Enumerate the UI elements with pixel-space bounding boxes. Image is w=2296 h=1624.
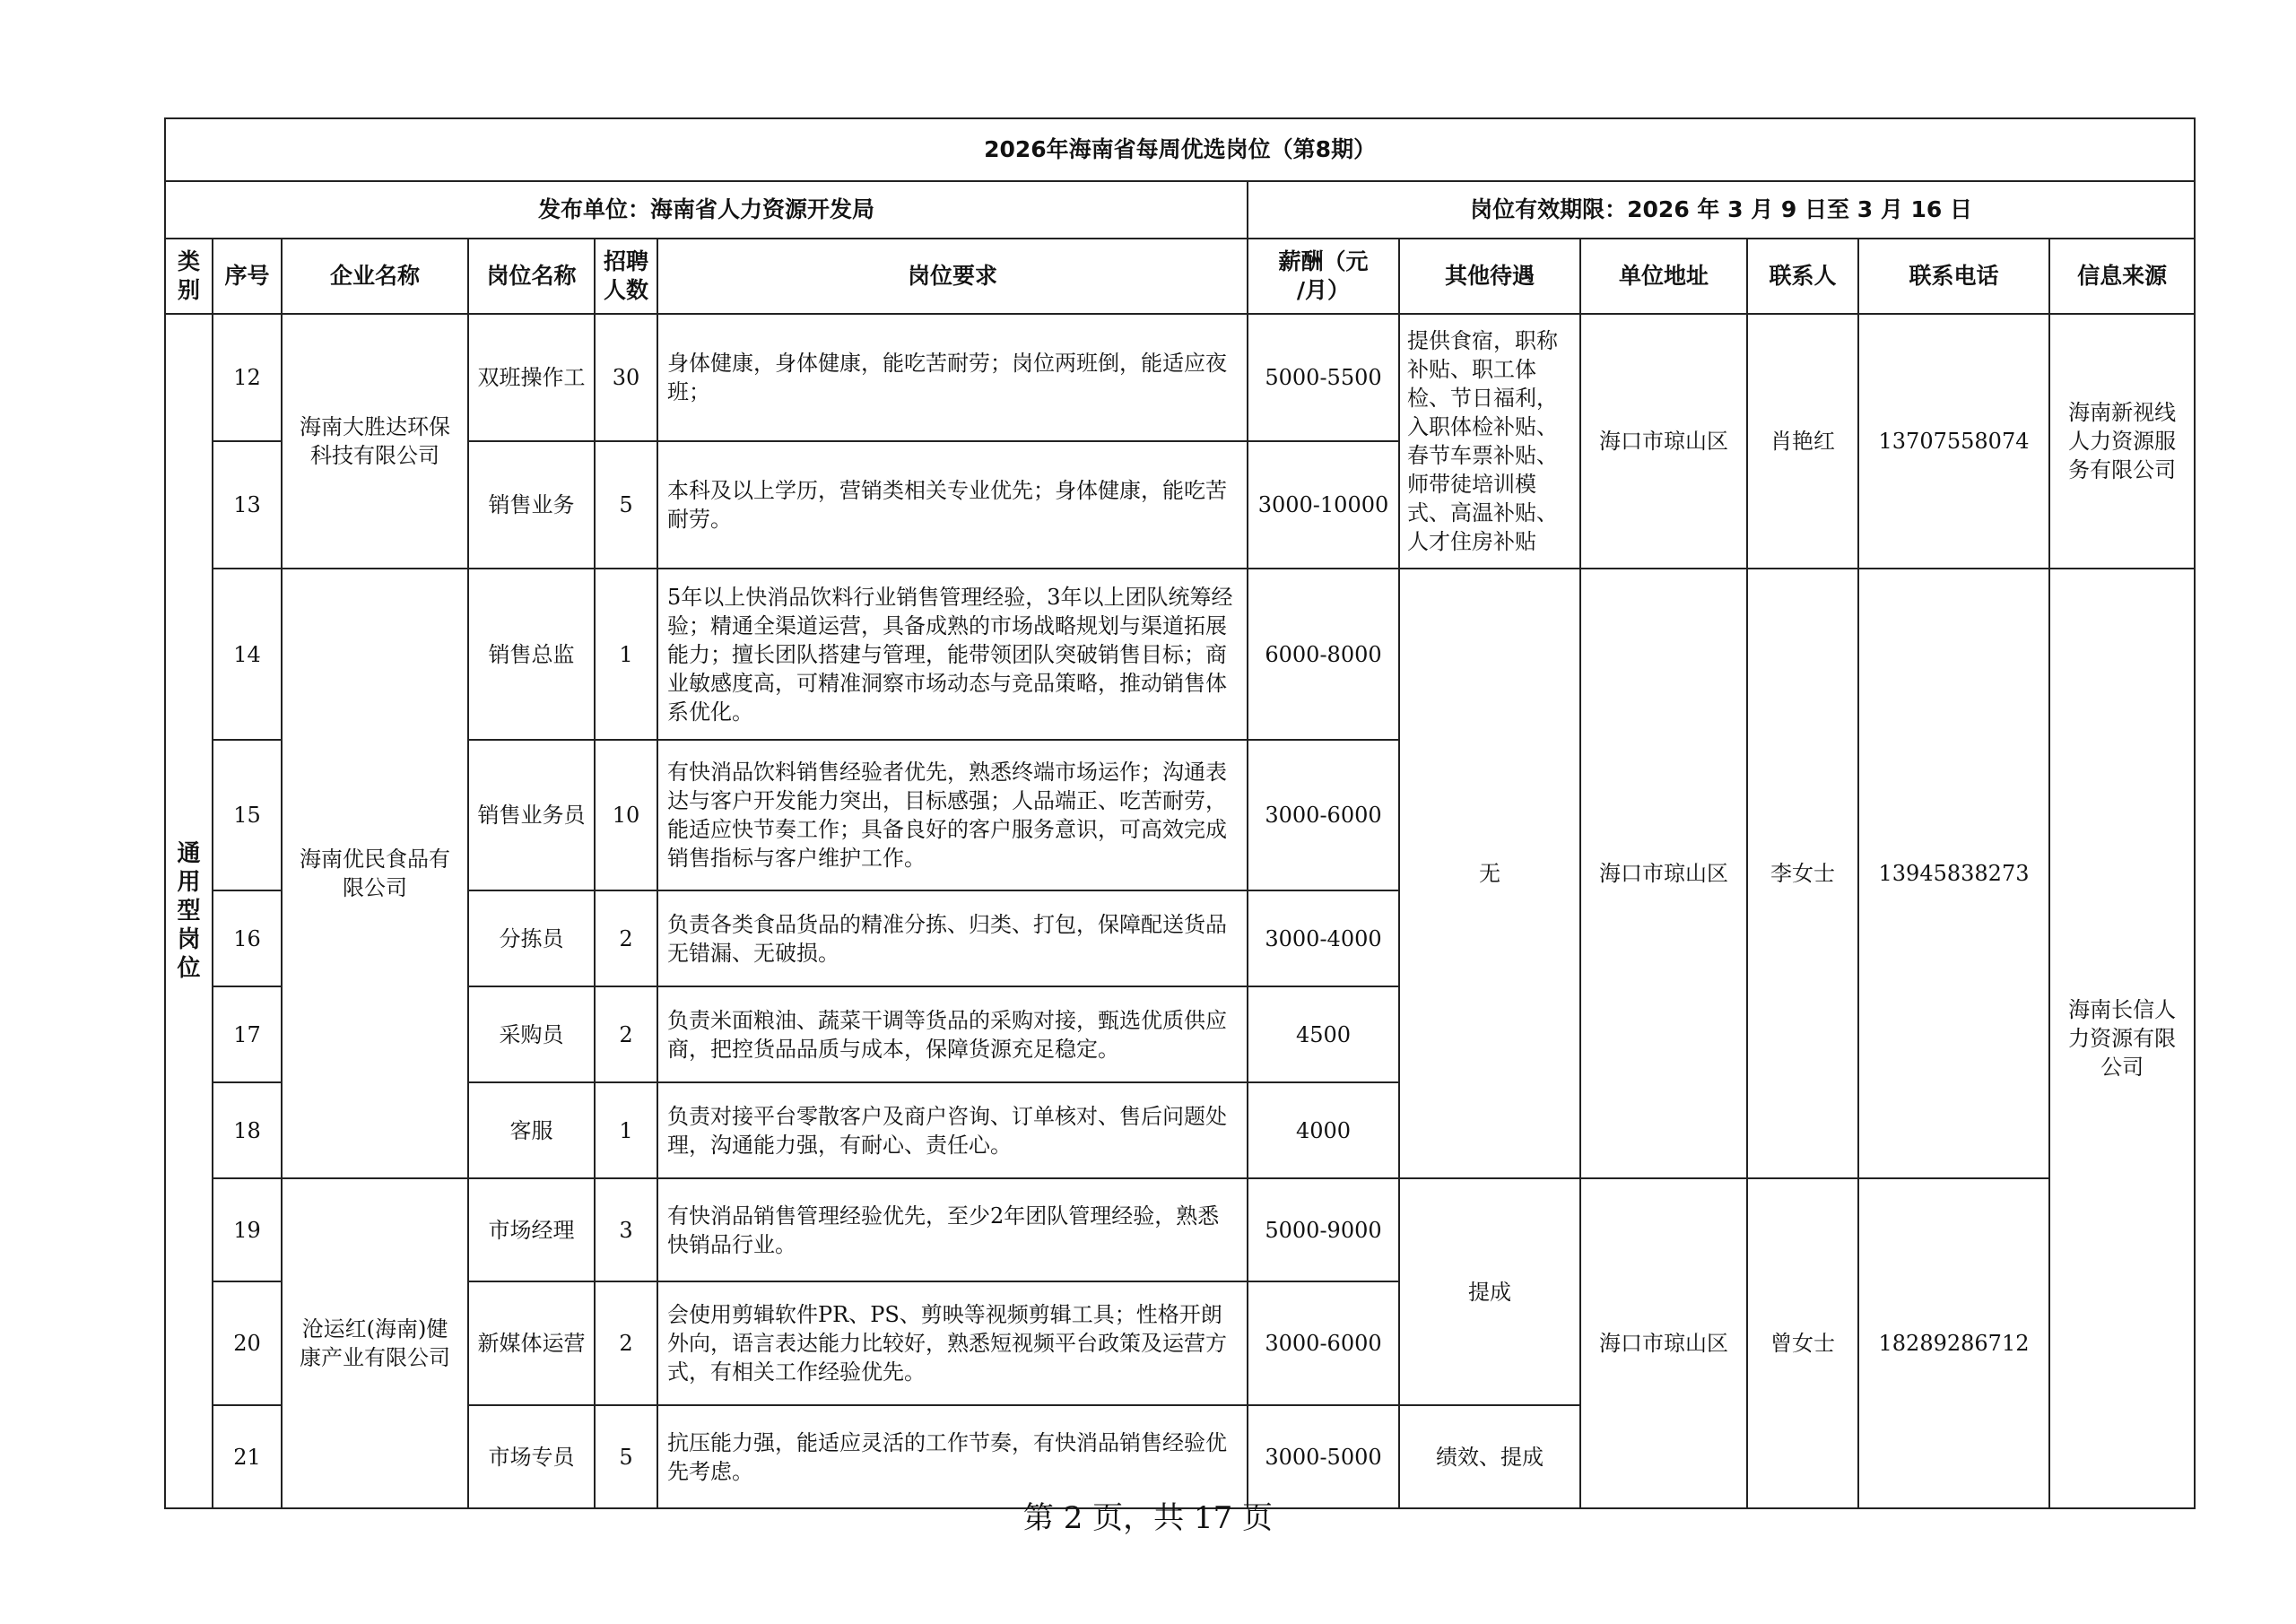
page-footer: 第 2 页，共 17 页: [1022, 1500, 1274, 1536]
header-source: 信息来源: [2049, 239, 2195, 314]
contact-name: 曾女士: [1747, 1178, 1858, 1508]
row-no: 19: [213, 1178, 282, 1281]
requirements-text: 身体健康，身体健康，能吃苦耐劳；岗位两班倒，能适应夜班；: [657, 314, 1248, 441]
company-name: 沧运红(海南)健康产业有限公司: [282, 1178, 468, 1508]
hire-count: 1: [595, 1082, 657, 1178]
salary-value: 3000-6000: [1248, 740, 1399, 890]
position-name: 新媒体运营: [468, 1281, 595, 1405]
hire-count: 2: [595, 890, 657, 986]
category-cell: 通 用 型 岗 位: [165, 314, 213, 1508]
benefits-text: 无: [1399, 569, 1580, 1178]
job-listing-table: [164, 117, 2196, 1509]
header-contact: 联系人: [1747, 239, 1858, 314]
header-requirements: 岗位要求: [657, 239, 1248, 314]
requirements-text: 本科及以上学历，营销类相关专业优先；身体健康，能吃苦耐劳。: [657, 441, 1248, 569]
salary-value: 3000-4000: [1248, 890, 1399, 986]
phone-number: 18289286712: [1858, 1178, 2049, 1508]
requirements-text: 负责各类食品货品的精准分拣、归类、打包，保障配送货品无错漏、无破损。: [657, 890, 1248, 986]
benefits-text: 绩效、提成: [1399, 1405, 1580, 1508]
position-name: 客服: [468, 1082, 595, 1178]
row-no: 14: [213, 569, 282, 740]
position-name: 双班操作工: [468, 314, 595, 441]
phone-number: 13707558074: [1858, 314, 2049, 569]
row-no: 20: [213, 1281, 282, 1405]
row-no: 18: [213, 1082, 282, 1178]
publisher-cell: 发布单位：海南省人力资源开发局: [165, 181, 1248, 239]
table-row: [165, 1178, 2195, 1281]
info-source: 海南新视线人力资源服务有限公司: [2049, 314, 2195, 569]
header-no: 序号: [213, 239, 282, 314]
position-name: 市场经理: [468, 1178, 595, 1281]
hire-count: 1: [595, 569, 657, 740]
hire-count: 5: [595, 1405, 657, 1508]
salary-value: 3000-5000: [1248, 1405, 1399, 1508]
contact-name: 李女士: [1747, 569, 1858, 1178]
requirements-text: 负责米面粮油、蔬菜干调等货品的采购对接，甄选优质供应商，把控货品品质与成本，保障货源充足稳定。: [657, 986, 1248, 1082]
header-company: 企业名称: [282, 239, 468, 314]
table-row: [165, 314, 2195, 441]
row-no: 13: [213, 441, 282, 569]
hire-count: 5: [595, 441, 657, 569]
header-benefits: 其他待遇: [1399, 239, 1580, 314]
hire-count: 3: [595, 1178, 657, 1281]
hire-count: 10: [595, 740, 657, 890]
salary-value: 3000-10000: [1248, 441, 1399, 569]
header-position: 岗位名称: [468, 239, 595, 314]
requirements-text: 抗压能力强，能适应灵活的工作节奏，有快消品销售经验优先考虑。: [657, 1405, 1248, 1508]
position-name: 分拣员: [468, 890, 595, 986]
salary-value: 6000-8000: [1248, 569, 1399, 740]
phone-number: 13945838273: [1858, 569, 2049, 1178]
salary-value: 5000-5500: [1248, 314, 1399, 441]
address-text: 海口市琼山区: [1580, 569, 1747, 1178]
requirements-text: 有快消品饮料销售经验者优先，熟悉终端市场运作；沟通表达与客户开发能力突出，目标感强；人品端正、吃苦耐劳，能适应快节奏工作；具备良好的客户服务意识，可高效完成销售指标与客户维护工作。: [657, 740, 1248, 890]
contact-name: 肖艳红: [1747, 314, 1858, 569]
header-count: 招聘 人数: [595, 239, 657, 314]
table-title: 2026年海南省每周优选岗位（第8期）: [165, 118, 2195, 181]
header-salary: 薪酬（元 /月）: [1248, 239, 1399, 314]
requirements-text: 负责对接平台零散客户及商户咨询、订单核对、售后问题处理，沟通能力强，有耐心、责任心。: [657, 1082, 1248, 1178]
requirements-text: 5年以上快消品饮料行业销售管理经验，3年以上团队统筹经验；精通全渠道运营，具备成熟的市场战略规划与渠道拓展能力；擅长团队搭建与管理，能带领团队突破销售目标；商业敏感度高，可精准洞察市场动态与竞品策略，推动销售体系优化。: [657, 569, 1248, 740]
position-name: 采购员: [468, 986, 595, 1082]
requirements-text: 有快消品销售管理经验优先，至少2年团队管理经验，熟悉快销品行业。: [657, 1178, 1248, 1281]
requirements-text: 会使用剪辑软件PR、PS、剪映等视频剪辑工具；性格开朗外向，语言表达能力比较好，熟悉短视频平台政策及运营方式，有相关工作经验优先。: [657, 1281, 1248, 1405]
salary-value: 5000-9000: [1248, 1178, 1399, 1281]
hire-count: 2: [595, 1281, 657, 1405]
address-text: 海口市琼山区: [1580, 314, 1747, 569]
info-source: 海南长信人力资源有限公司: [2049, 569, 2195, 1508]
position-name: 市场专员: [468, 1405, 595, 1508]
validity-cell: 岗位有效期限：2026 年 3 月 9 日至 3 月 16 日: [1248, 181, 2195, 239]
header-address: 单位地址: [1580, 239, 1747, 314]
salary-value: 3000-6000: [1248, 1281, 1399, 1405]
salary-value: 4500: [1248, 986, 1399, 1082]
table-row: [165, 569, 2195, 740]
row-no: 17: [213, 986, 282, 1082]
row-no: 21: [213, 1405, 282, 1508]
position-name: 销售业务: [468, 441, 595, 569]
hire-count: 30: [595, 314, 657, 441]
company-name: 海南优民食品有限公司: [282, 569, 468, 1178]
row-no: 12: [213, 314, 282, 441]
hire-count: 2: [595, 986, 657, 1082]
row-no: 15: [213, 740, 282, 890]
benefits-text: 提供食宿，职称补贴、职工体检、节日福利，入职体检补贴、春节车票补贴、师带徒培训模式、高温补贴、人才住房补贴: [1399, 314, 1580, 569]
address-text: 海口市琼山区: [1580, 1178, 1747, 1508]
header-category: 类 别: [165, 239, 213, 314]
position-name: 销售业务员: [468, 740, 595, 890]
benefits-text: 提成: [1399, 1178, 1580, 1405]
company-name: 海南大胜达环保科技有限公司: [282, 314, 468, 569]
row-no: 16: [213, 890, 282, 986]
position-name: 销售总监: [468, 569, 595, 740]
salary-value: 4000: [1248, 1082, 1399, 1178]
header-phone: 联系电话: [1858, 239, 2049, 314]
header-row: [165, 239, 2195, 314]
